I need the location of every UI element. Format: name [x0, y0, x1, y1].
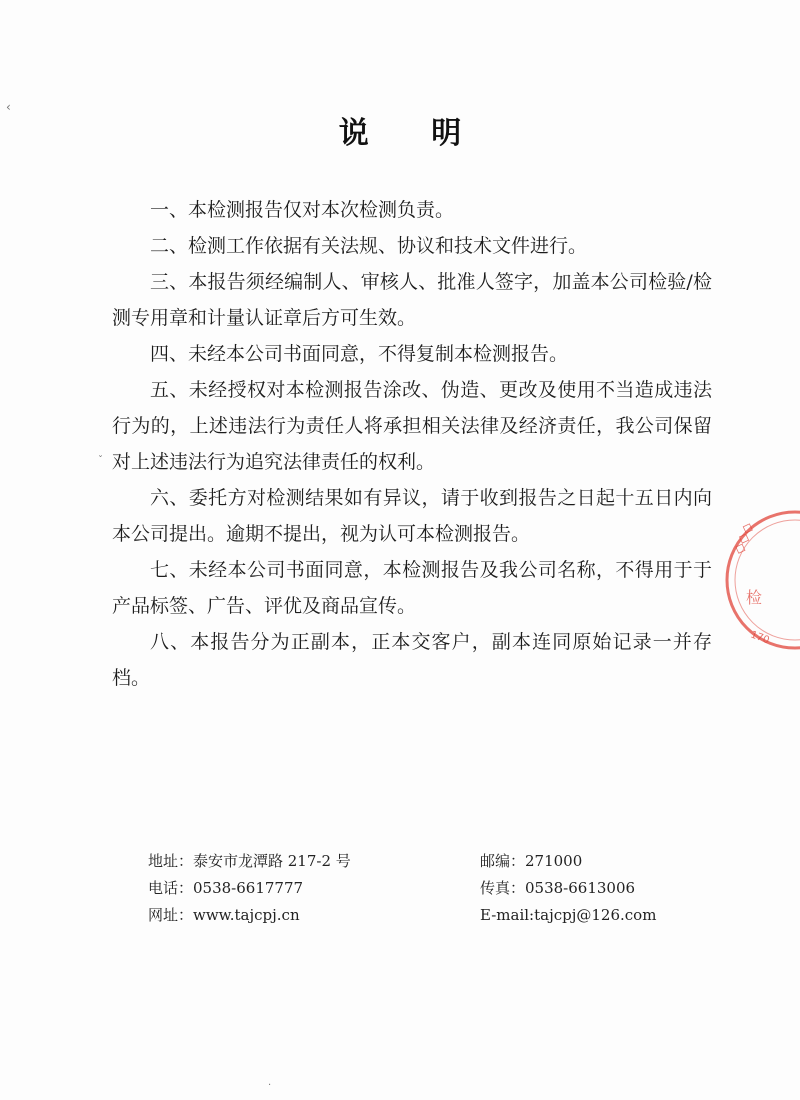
clause-list: [112, 192, 712, 696]
svg-text:◇◇◇: ◇◇◇: [730, 520, 757, 557]
contact-row: [148, 902, 688, 929]
phone-text: 电话：0538-6617777: [148, 879, 304, 897]
email-text: E-mail:tajcpj@126.com: [480, 906, 657, 924]
scan-mark: ·: [268, 1080, 272, 1091]
contact-row: [148, 848, 688, 875]
clause-3: 三、本报告须经编制人、审核人、批准人签字，加盖本公司检验/检测专用章和计量认证章后方可生效。: [112, 271, 712, 329]
scan-mark: ˇ: [98, 455, 103, 466]
seal-character: 检: [746, 588, 763, 607]
contact-row: [148, 875, 688, 902]
clause-2: 二、检测工作依据有关法规、协议和技术文件进行。: [150, 235, 588, 257]
clause-6: 六、委托方对检测结果如有异议，请于收到报告之日起十五日内向本公司提出。逾期不提出，视为认可本检测报告。: [112, 487, 712, 545]
clause-5: 五、未经授权对本检测报告涂改、伪造、更改及使用不当造成违法行为的，上述违法行为责任人将承担相关法律及经济责任，我公司保留对上述违法行为追究法律责任的权利。: [112, 379, 712, 473]
seal-number: 170: [748, 629, 771, 647]
red-seal-stamp: [720, 505, 800, 655]
website-text: 网址：www.tajcpj.cn: [148, 906, 300, 924]
scan-mark: ‹: [6, 100, 11, 114]
contact-info: [148, 848, 688, 929]
clause-8: 八、本报告分为正副本，正本交客户，副本连同原始记录一并存档。: [112, 631, 712, 689]
postcode-text: 邮编：271000: [480, 852, 583, 870]
clause-7: 七、未经本公司书面同意，本检测报告及我公司名称，不得用于于产品标签、广告、评优及商品宣传。: [112, 559, 712, 617]
clause-4: 四、未经本公司书面同意，不得复制本检测报告。: [150, 343, 569, 365]
fax-text: 传真：0538-6613006: [480, 879, 636, 897]
address-text: 地址：泰安市龙潭路 217-2 号: [148, 852, 351, 870]
document-title: 说 明: [338, 116, 488, 151]
clause-1: 一、本检测报告仅对本次检测负责。: [150, 199, 455, 221]
